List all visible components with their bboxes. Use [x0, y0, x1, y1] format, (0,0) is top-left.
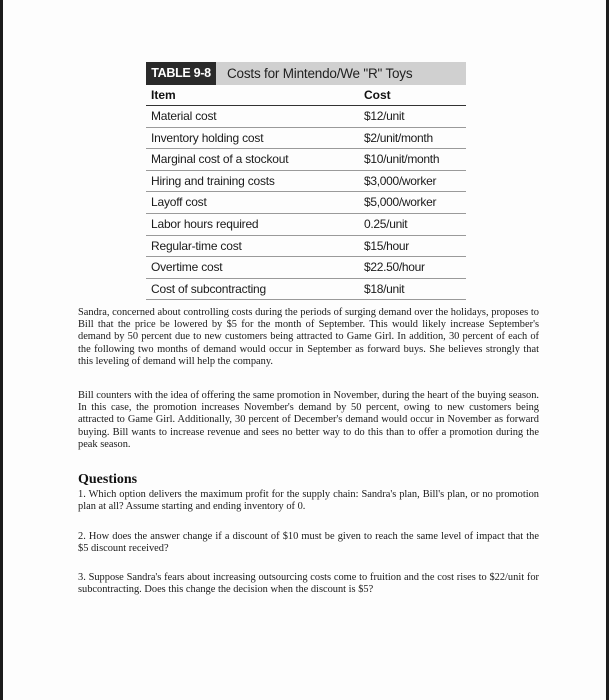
- row-cost: $18/unit: [364, 281, 405, 296]
- row-cost: $12/unit: [364, 109, 405, 123]
- table-row: [146, 279, 466, 301]
- question-1: 1. Which option delivers the maximum profit for the supply chain: Sandra's plan, Bill's plan, or no promotion plan at all? Assume starting and ending inventory of 0.: [78, 489, 539, 513]
- row-cost: $2/unit/month: [364, 130, 433, 145]
- table-number-label: TABLE 9-8: [146, 62, 216, 85]
- row-item: Labor hours required: [151, 216, 259, 231]
- header-cost: Cost: [364, 88, 391, 102]
- table-header-row: [146, 85, 466, 106]
- table-row: [146, 149, 466, 171]
- table-row: [146, 192, 466, 214]
- row-cost: 0.25/unit: [364, 216, 408, 231]
- row-cost: $5,000/worker: [364, 195, 437, 210]
- table-row: [146, 106, 466, 128]
- table-title-bar: [146, 62, 466, 85]
- row-item: Hiring and training costs: [151, 173, 275, 188]
- row-item: Cost of subcontracting: [151, 281, 266, 296]
- table-caption: Costs for Mintendo/We "R" Toys: [227, 66, 413, 81]
- row-item: Regular-time cost: [151, 238, 242, 253]
- table-row: [146, 128, 466, 150]
- table-row: [146, 171, 466, 193]
- document-page: [3, 0, 606, 700]
- row-item: Layoff cost: [151, 195, 207, 210]
- row-item: Overtime cost: [151, 260, 223, 275]
- row-cost: $3,000/worker: [364, 173, 437, 188]
- row-cost: $10/unit/month: [364, 152, 440, 167]
- questions-heading: Questions: [78, 472, 138, 487]
- row-item: Inventory holding cost: [151, 130, 264, 145]
- row-item: Marginal cost of a stockout: [151, 152, 289, 167]
- question-2: 2. How does the answer change if a discount of $10 must be given to reach the same level of impact that the $5 discount received?: [78, 531, 539, 555]
- paragraph-bill: Bill counters with the idea of offering the same promotion in November, during the heart of the buying season. In this case, the promotion increases November's demand by 50 percent, owing to new customers being attracted to Game Girl. Additionally, 30 percent of December's demand would occur in November as forward buying. Bill wants to increase revenue and sees no better way to do this than to offer a promotion during the peak season.: [78, 390, 539, 450]
- table-row: [146, 236, 466, 258]
- row-cost: $22.50/hour: [364, 260, 425, 275]
- costs-table: [146, 62, 466, 300]
- table-row: [146, 214, 466, 236]
- header-item: Item: [151, 88, 176, 102]
- paragraph-sandra: Sandra, concerned about controlling costs during the periods of surging demand over the holidays, proposes to Bill that the price be lowered by $5 for the month of September. This would likely increase September's demand by 50 percent due to new customers being attracted to Game Girl. In addition, 30 percent of each of the following two months of demand would occur in September as forward buys. She believes strongly that this leveling of demand will help the company.: [78, 307, 539, 367]
- row-item: Material cost: [151, 109, 217, 123]
- table-row: [146, 257, 466, 279]
- row-cost: $15/hour: [364, 238, 409, 253]
- question-3: 3. Suppose Sandra's fears about increasing outsourcing costs come to fruition and the cost rises to $22/unit for subcontracting. Does this change the decision when the discount is $5?: [78, 572, 539, 596]
